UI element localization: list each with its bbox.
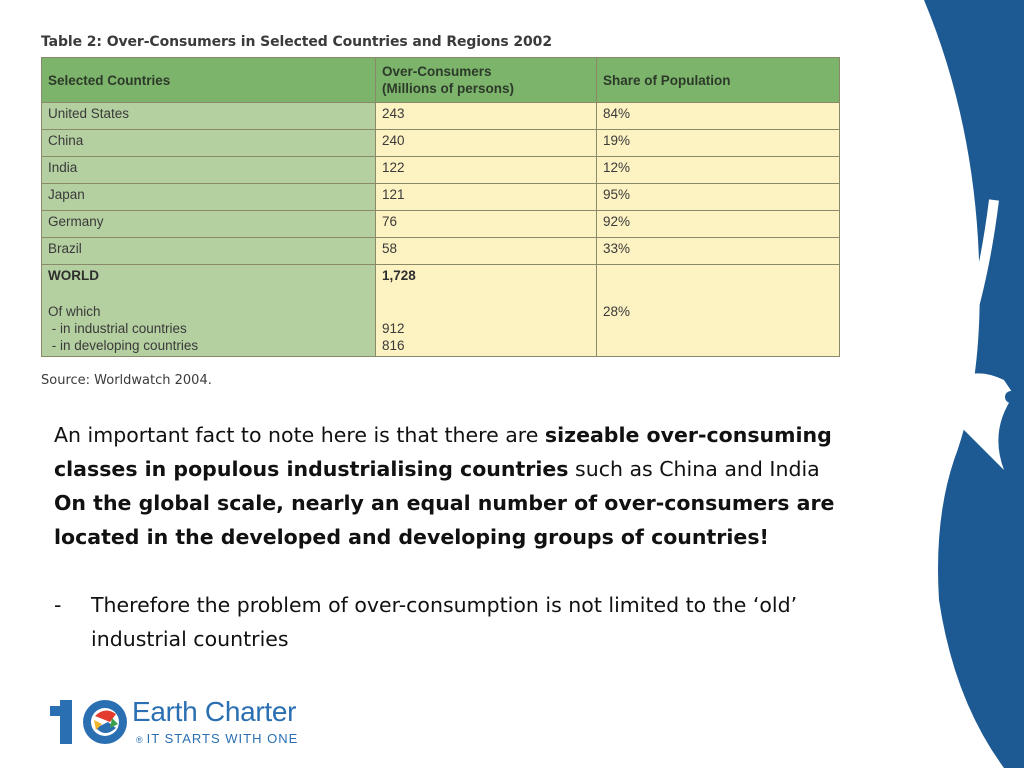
cell-consumers: 243 bbox=[376, 103, 597, 130]
bullet-dash: - bbox=[54, 593, 62, 617]
p1-text-bold: sizeable over-consuming classes in populous industrialising countries bbox=[54, 423, 832, 481]
cell-consumers: 122 bbox=[376, 157, 597, 184]
table-source: Source: Worldwatch 2004. bbox=[41, 373, 212, 388]
developing-value: 816 bbox=[382, 338, 405, 353]
data-table bbox=[41, 57, 840, 357]
body-text bbox=[54, 418, 884, 656]
header-countries: Selected Countries bbox=[42, 58, 376, 103]
industrial-value: 912 bbox=[382, 321, 405, 336]
cell-consumers: 58 bbox=[376, 238, 597, 265]
cell-country: Brazil bbox=[42, 238, 376, 265]
table-row bbox=[42, 211, 840, 238]
developing-label: - in developing countries bbox=[48, 338, 199, 353]
cell-share: 92% bbox=[597, 211, 840, 238]
cell-country: Germany bbox=[42, 211, 376, 238]
industrial-label: - in industrial countries bbox=[48, 321, 187, 336]
table-row bbox=[42, 238, 840, 265]
cell-share: 19% bbox=[597, 130, 840, 157]
logo-tagline bbox=[136, 731, 298, 746]
cell-share: 84% bbox=[597, 103, 840, 130]
table-title: Table 2: Over-Consumers in Selected Countries and Regions 2002 bbox=[41, 34, 552, 50]
cell-consumers: 121 bbox=[376, 184, 597, 211]
header-share: Share of Population bbox=[597, 58, 840, 103]
cell-world-share bbox=[597, 265, 840, 357]
header-over-consumers-line2: (Millions of persons) bbox=[382, 81, 515, 96]
cell-country: Japan bbox=[42, 184, 376, 211]
p1-text-c: such as China and India bbox=[568, 457, 820, 481]
world-total: 1,728 bbox=[382, 268, 416, 283]
table-row bbox=[42, 157, 840, 184]
cell-country: India bbox=[42, 157, 376, 184]
bullet-text: Therefore the problem of over-consumption is not limited to the ‘old’ industrial countries bbox=[91, 593, 798, 651]
table-row bbox=[42, 184, 840, 211]
cell-world-values bbox=[376, 265, 597, 357]
bullet-item bbox=[54, 588, 884, 656]
cell-consumers: 76 bbox=[376, 211, 597, 238]
of-which-label: Of which bbox=[48, 304, 101, 319]
table-row-world bbox=[42, 265, 840, 357]
tagline-text: IT STARTS WITH ONE bbox=[146, 731, 299, 746]
world-share: 28% bbox=[603, 304, 631, 319]
cell-share: 12% bbox=[597, 157, 840, 184]
cell-share: 95% bbox=[597, 184, 840, 211]
cell-consumers: 240 bbox=[376, 130, 597, 157]
logo-name: Earth Charter bbox=[132, 696, 297, 727]
header-over-consumers-line1: Over-Consumers bbox=[382, 64, 492, 79]
world-label: WORLD bbox=[48, 268, 99, 283]
table-row bbox=[42, 130, 840, 157]
paragraph-1 bbox=[54, 418, 884, 486]
cell-world-labels bbox=[42, 265, 376, 357]
p1-text-a: An important fact to note here is that there are bbox=[54, 423, 545, 447]
table-header-row bbox=[42, 58, 840, 103]
table-row bbox=[42, 103, 840, 130]
cell-country: China bbox=[42, 130, 376, 157]
cell-country: United States bbox=[42, 103, 376, 130]
paragraph-2: On the global scale, nearly an equal number of over-consumers are located in the developed and developing groups of countries! bbox=[54, 491, 835, 549]
decorative-globe-shape bbox=[894, 0, 1024, 768]
cell-share: 33% bbox=[597, 238, 840, 265]
registered-mark: ® bbox=[136, 735, 144, 745]
header-over-consumers bbox=[376, 58, 597, 103]
